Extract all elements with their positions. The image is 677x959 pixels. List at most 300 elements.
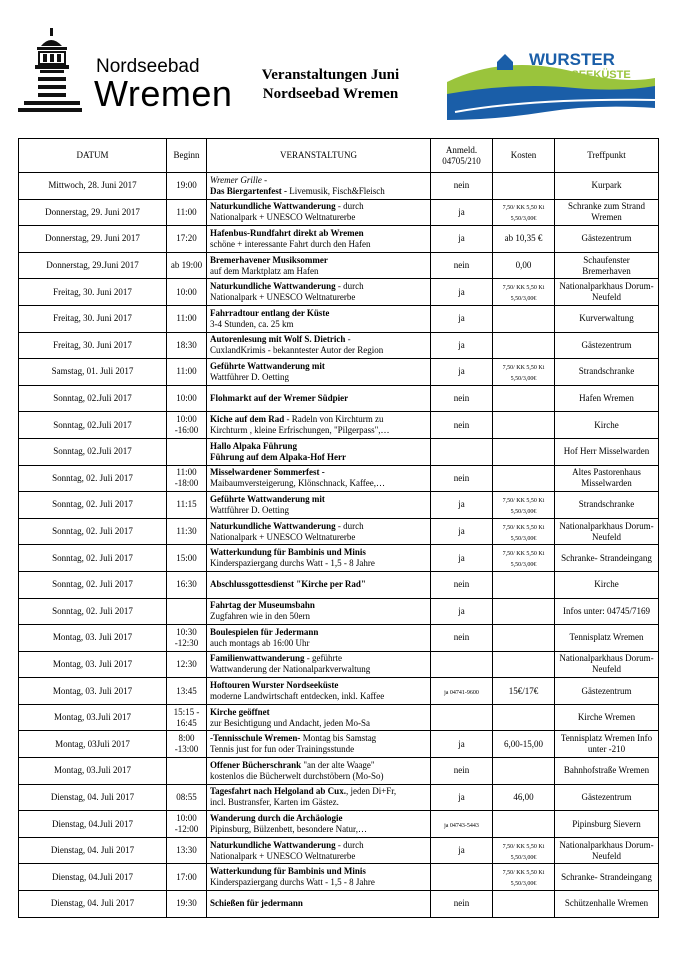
event-title: Watterkundung für Bambinis und Minis — [210, 866, 366, 877]
event-description: Wattwanderung der Nationalparkverwaltung — [210, 664, 371, 675]
datum-text: Dienstag, 04. Juli 2017 — [50, 898, 135, 909]
cell-kosten — [493, 173, 555, 200]
treffpunkt-text: Tennisplatz Wremen — [569, 632, 644, 643]
event-title: Hoftouren Wurster Nordseeküste — [210, 680, 339, 691]
kosten-text: ab 10,35 € — [504, 233, 543, 244]
kosten-text: 7,50/ KK 5,50 Ki 5,50/3,00€ — [502, 551, 545, 569]
table-row — [19, 598, 659, 625]
cell-datum — [19, 279, 167, 306]
event-title: Hafenbus-Rundfahrt direkt ab Wremen — [210, 227, 364, 238]
datum-text: Donnerstag, 29. Juni 2017 — [45, 233, 140, 244]
logo-text-nordseebad: Nordseebad — [96, 56, 200, 77]
cell-kosten — [493, 252, 555, 279]
event-description: CuxlandKrimis - bekanntester Autor der Region — [210, 345, 384, 356]
cell-veranstaltung — [207, 359, 431, 386]
anmeldung-text: ja — [458, 738, 465, 749]
event-title: Autorenlesung mit Wolf S. Dietrich — [210, 334, 346, 345]
cell-kosten — [493, 811, 555, 838]
datum-text: Donnerstag, 29. Juni 2017 — [45, 206, 140, 217]
datum-text: Samstag, 01. Juli 2017 — [51, 366, 134, 377]
event-title-rest: - durch — [335, 520, 364, 531]
cell-veranstaltung — [207, 226, 431, 253]
col-header-veranstaltung: VERANSTALTUNG — [207, 139, 431, 173]
kosten-text: 15€/17€ — [508, 685, 539, 696]
cell-veranstaltung — [207, 252, 431, 279]
cell-beginn — [167, 571, 207, 598]
event-title-rest: "an der alte Waage" — [301, 759, 375, 770]
anmeldung-text: ja — [458, 526, 465, 537]
event-description: Wattführer D. Oetting — [210, 504, 290, 515]
beginn-text: 11:00 — [176, 206, 197, 217]
beginn-text: 13:45 — [176, 685, 197, 696]
cell-kosten — [493, 837, 555, 864]
kosten-text: 7,50/ KK 5,50 Ki 5,50/3,00€ — [502, 364, 545, 382]
anmeldung-text: ja — [458, 206, 465, 217]
cell-veranstaltung — [207, 625, 431, 652]
kosten-text: 7,50/ KK 5,50 Ki 5,50/3,00€ — [502, 524, 545, 542]
cell-datum — [19, 305, 167, 332]
cell-datum — [19, 332, 167, 359]
event-title: Naturkundliche Wattwanderung — [210, 839, 336, 850]
anmeldung-text: nein — [453, 393, 470, 404]
cell-beginn — [167, 891, 207, 918]
cell-anmeldung — [431, 758, 493, 785]
cell-veranstaltung — [207, 784, 431, 811]
treffpunkt-text: Pipinsburg Sievern — [572, 818, 641, 829]
event-description: Kinderspaziergang durchs Watt - 1,5 - 8 Jahre — [210, 558, 375, 569]
cell-beginn — [167, 359, 207, 386]
treffpunkt-text: Nationalparkhaus Dorum-Neufeld — [559, 520, 654, 542]
event-title-rest: - durch — [335, 839, 364, 850]
cell-kosten — [493, 385, 555, 412]
cell-kosten — [493, 518, 555, 545]
event-description: Tennis just for fun oder Trainingsstunde — [210, 744, 355, 755]
beginn-text: 15:00 — [176, 552, 197, 563]
page-title-line1: Veranstaltungen Juni — [261, 67, 400, 83]
cell-anmeldung — [431, 598, 493, 625]
event-description: kostenlos die Bücherwelt durchstöbern (Mo-So) — [210, 770, 384, 781]
table-row — [19, 252, 659, 279]
treffpunkt-text: Gästezentrum — [581, 791, 632, 802]
event-title-rest: , jeden Di+Fr, — [345, 786, 397, 797]
beginn-text: 11:30 — [176, 526, 197, 537]
datum-text: Montag, 03. Juli 2017 — [52, 685, 133, 696]
datum-text: Montag, 03.Juli 2017 — [53, 765, 131, 776]
anmeldung-text: ja — [458, 313, 465, 324]
cell-datum — [19, 864, 167, 891]
cell-anmeldung — [431, 625, 493, 652]
anmeldung-text: ja — [458, 366, 465, 377]
cell-kosten — [493, 651, 555, 678]
cell-anmeldung — [431, 199, 493, 226]
lighthouse-icon — [14, 28, 94, 124]
treffpunkt-text: Strandschranke — [578, 499, 635, 510]
treffpunkt-text: Hof Herr Misselwarden — [563, 446, 650, 457]
anmeldung-text: ja — [458, 845, 465, 856]
cell-treffpunkt — [555, 731, 659, 758]
table-row — [19, 837, 659, 864]
cell-treffpunkt — [555, 571, 659, 598]
cell-treffpunkt — [555, 226, 659, 253]
beginn-text: 11:15 — [176, 499, 197, 510]
table-row — [19, 332, 659, 359]
cell-beginn — [167, 199, 207, 226]
cell-datum — [19, 359, 167, 386]
cell-anmeldung — [431, 305, 493, 332]
col-header-datum: DATUM — [19, 139, 167, 173]
cell-beginn — [167, 598, 207, 625]
table-row — [19, 173, 659, 200]
datum-text: Dienstag, 04.Juli 2017 — [52, 818, 133, 829]
cell-datum — [19, 518, 167, 545]
cell-veranstaltung — [207, 412, 431, 439]
beginn-text: 11:00 -18:00 — [174, 467, 199, 489]
cell-beginn — [167, 332, 207, 359]
cell-kosten — [493, 784, 555, 811]
beginn-text: 13:30 — [176, 845, 197, 856]
event-description: Livemusik, Fisch&Fleisch — [289, 185, 385, 196]
beginn-text: 19:00 — [176, 180, 197, 191]
anmeldung-text: ja 04743-5443 — [444, 822, 479, 829]
anmeldung-text: nein — [453, 898, 470, 909]
beginn-text: 19:30 — [176, 898, 197, 909]
datum-text: Sonntag, 02. Juli 2017 — [52, 499, 133, 510]
logo-text-wremen: Wremen — [94, 73, 233, 114]
cell-anmeldung — [431, 492, 493, 519]
cell-anmeldung — [431, 173, 493, 200]
treffpunkt-text: Infos unter: 04745/7169 — [563, 605, 650, 616]
event-description: Nationalpark + UNESCO Weltnaturerbe — [210, 531, 356, 542]
datum-text: Montag, 03.Juli 2017 — [53, 712, 131, 723]
table-row — [19, 492, 659, 519]
anmeldung-text: ja — [458, 286, 465, 297]
beginn-text: 17:00 — [176, 871, 197, 882]
treffpunkt-text: Gästezentrum — [581, 233, 632, 244]
logo-text-wurster: WURSTER — [529, 50, 615, 69]
cell-kosten — [493, 465, 555, 492]
treffpunkt-text: Nationalparkhaus Dorum-Neufeld — [559, 839, 654, 861]
table-row — [19, 545, 659, 572]
cell-treffpunkt — [555, 385, 659, 412]
event-title: Geführte Wattwanderung mit — [210, 493, 325, 504]
event-description: auch montags ab 16:00 Uhr — [210, 637, 310, 648]
event-description: Wattführer D. Oetting — [210, 371, 290, 382]
event-title: Schießen für jedermann — [210, 898, 303, 909]
anmeldung-text: nein — [453, 632, 470, 643]
cell-beginn — [167, 811, 207, 838]
cell-kosten — [493, 226, 555, 253]
treffpunkt-text: Kurverwaltung — [579, 313, 634, 324]
beginn-text: 11:00 — [176, 366, 197, 377]
cell-treffpunkt — [555, 332, 659, 359]
cell-datum — [19, 173, 167, 200]
table-row — [19, 891, 659, 918]
wurster-nordseekueste-logo — [445, 42, 665, 130]
cell-kosten — [493, 438, 555, 465]
cell-treffpunkt — [555, 678, 659, 705]
cell-veranstaltung — [207, 199, 431, 226]
treffpunkt-text: Nationalparkhaus Dorum-Neufeld — [559, 281, 654, 303]
treffpunkt-text: Tennisplatz Wremen Info unter -210 — [560, 733, 653, 755]
cell-datum — [19, 226, 167, 253]
cell-datum — [19, 811, 167, 838]
table-row — [19, 758, 659, 785]
beginn-text: 8:00 -13:00 — [174, 733, 199, 755]
cell-anmeldung — [431, 438, 493, 465]
cell-anmeldung — [431, 332, 493, 359]
cell-datum — [19, 199, 167, 226]
cell-kosten — [493, 625, 555, 652]
event-title-rest: - durch — [335, 201, 364, 212]
cell-datum — [19, 438, 167, 465]
treffpunkt-text: Schranke- Strandeingang — [561, 552, 652, 563]
event-title: Hallo Alpaka Führung — [210, 440, 298, 451]
cell-beginn — [167, 704, 207, 731]
cell-anmeldung — [431, 837, 493, 864]
event-title: Boulespielen für Jedermann — [210, 626, 319, 637]
cell-datum — [19, 891, 167, 918]
table-row — [19, 412, 659, 439]
anmeldung-text: ja — [458, 499, 465, 510]
cell-treffpunkt — [555, 545, 659, 572]
beginn-text: 11:00 — [176, 313, 197, 324]
event-title: -Tennisschule Wremen- — [210, 733, 301, 744]
cell-beginn — [167, 837, 207, 864]
kosten-text: 7,50/ KK 5,50 Ki 5,50/3,00€ — [502, 205, 545, 223]
cell-beginn — [167, 305, 207, 332]
treffpunkt-text: Schranke- Strandeingang — [561, 871, 652, 882]
cell-treffpunkt — [555, 625, 659, 652]
event-description: zur Besichtigung und Andacht, jeden Mo-Sa — [210, 717, 370, 728]
cell-beginn — [167, 252, 207, 279]
cell-kosten — [493, 864, 555, 891]
event-title: Fahrradtour entlang der Küste — [210, 307, 330, 318]
beginn-text: 18:30 — [176, 339, 197, 350]
datum-text: Freitag, 30. Juni 2017 — [53, 313, 132, 324]
table-row — [19, 226, 659, 253]
anmeldung-text: nein — [453, 579, 470, 590]
cell-anmeldung — [431, 704, 493, 731]
datum-text: Sonntag, 02. Juli 2017 — [52, 552, 133, 563]
cell-beginn — [167, 173, 207, 200]
cell-beginn — [167, 678, 207, 705]
kosten-text: 7,50/ KK 5,50 Ki 5,50/3,00€ — [502, 285, 545, 303]
nordseebad-wremen-logo — [14, 28, 233, 124]
cell-datum — [19, 385, 167, 412]
treffpunkt-text: Nationalparkhaus Dorum-Neufeld — [559, 653, 654, 675]
treffpunkt-text: Bahnhofstraße Wremen — [563, 765, 650, 776]
cell-kosten — [493, 545, 555, 572]
anmeldung-text: nein — [453, 472, 470, 483]
event-description: Zugfahren wie in den 50ern — [210, 611, 310, 622]
event-title: Tagesfahrt nach Helgoland ab Cux. — [210, 786, 346, 797]
cell-veranstaltung — [207, 305, 431, 332]
cell-veranstaltung — [207, 438, 431, 465]
cell-veranstaltung — [207, 492, 431, 519]
cell-anmeldung — [431, 678, 493, 705]
event-description: Maibaumversteigerung, Klönschnack, Kaffee,… — [210, 478, 386, 489]
datum-text: Montag, 03Juli 2017 — [55, 738, 130, 749]
cell-kosten — [493, 332, 555, 359]
cell-kosten — [493, 571, 555, 598]
cell-beginn — [167, 625, 207, 652]
cell-anmeldung — [431, 545, 493, 572]
cell-anmeldung — [431, 385, 493, 412]
events-table — [18, 138, 659, 918]
cell-veranstaltung — [207, 837, 431, 864]
cell-treffpunkt — [555, 279, 659, 306]
cell-anmeldung — [431, 784, 493, 811]
cell-treffpunkt — [555, 173, 659, 200]
table-row — [19, 465, 659, 492]
table-row — [19, 678, 659, 705]
beginn-text: 12:30 — [176, 658, 197, 669]
beginn-text: 10:00 -12:00 — [174, 813, 199, 835]
datum-text: Dienstag, 04. Juli 2017 — [50, 791, 135, 802]
cell-datum — [19, 598, 167, 625]
cell-treffpunkt — [555, 252, 659, 279]
event-title: Kirche geöffnet — [210, 706, 270, 717]
cell-anmeldung — [431, 279, 493, 306]
beginn-text: 16:30 — [176, 579, 197, 590]
cell-beginn — [167, 731, 207, 758]
cell-treffpunkt — [555, 412, 659, 439]
cell-datum — [19, 784, 167, 811]
cell-veranstaltung — [207, 731, 431, 758]
datum-text: Sonntag, 02. Juli 2017 — [52, 472, 133, 483]
beginn-text: 15:15 - 16:45 — [173, 706, 200, 728]
cell-veranstaltung — [207, 279, 431, 306]
treffpunkt-text: Schützenhalle Wremen — [564, 898, 649, 909]
datum-text: Dienstag, 04.Juli 2017 — [52, 871, 133, 882]
event-description: Führung auf dem Alpaka-Hof Herr — [210, 451, 347, 462]
page-title — [238, 66, 423, 104]
event-title: Naturkundliche Wattwanderung — [210, 281, 336, 292]
logo-text-nordseekueste: NORDSEEKÜSTE — [539, 69, 631, 81]
event-title: Naturkundliche Wattwanderung — [210, 520, 336, 531]
cell-datum — [19, 465, 167, 492]
anmeldung-text: ja — [458, 605, 465, 616]
col-header-treffpunkt: Treffpunkt — [555, 139, 659, 173]
kosten-text: 6,00-15,00 — [504, 738, 543, 749]
datum-text: Montag, 03. Juli 2017 — [52, 658, 133, 669]
cell-kosten — [493, 492, 555, 519]
cell-treffpunkt — [555, 305, 659, 332]
event-title: Geführte Wattwanderung mit — [210, 360, 325, 371]
table-row — [19, 864, 659, 891]
cell-kosten — [493, 598, 555, 625]
event-title: Abschlussgottesdienst "Kirche per Rad" — [210, 579, 366, 590]
cell-anmeldung — [431, 226, 493, 253]
event-title: Offener Bücherschrank — [210, 759, 302, 770]
table-row — [19, 438, 659, 465]
beginn-text: 08:55 — [176, 791, 197, 802]
cell-veranstaltung — [207, 465, 431, 492]
cell-beginn — [167, 651, 207, 678]
cell-anmeldung — [431, 731, 493, 758]
cell-anmeldung — [431, 891, 493, 918]
anmeldung-text: nein — [453, 765, 470, 776]
event-title: Das Biergartenfest - — [210, 185, 287, 196]
cell-treffpunkt — [555, 199, 659, 226]
cell-beginn — [167, 279, 207, 306]
cell-kosten — [493, 704, 555, 731]
event-description: Nationalpark + UNESCO Weltnaturerbe — [210, 212, 356, 223]
event-title: Bremerhavener Musiksommer — [210, 254, 328, 265]
cell-beginn — [167, 226, 207, 253]
cell-datum — [19, 731, 167, 758]
cell-treffpunkt — [555, 492, 659, 519]
treffpunkt-text: Kirche — [594, 419, 619, 430]
cell-veranstaltung — [207, 704, 431, 731]
cell-veranstaltung — [207, 332, 431, 359]
event-title: Watterkundung für Bambinis und Minis — [210, 547, 366, 558]
event-description: schöne + interessante Fahrt durch den Hafen — [210, 238, 371, 249]
cell-treffpunkt — [555, 837, 659, 864]
event-description: auf dem Marktplatz am Hafen — [210, 265, 319, 276]
treffpunkt-text: Altes Pastorenhaus Misselwarden — [572, 467, 641, 489]
kosten-text: 7,50/ KK 5,50 Ki 5,50/3,00€ — [502, 497, 545, 515]
datum-text: Sonntag, 02.Juli 2017 — [53, 446, 132, 457]
table-row — [19, 704, 659, 731]
table-row — [19, 625, 659, 652]
treffpunkt-text: Gästezentrum — [581, 685, 632, 696]
cell-anmeldung — [431, 359, 493, 386]
page-title-line2: Nordseebad Wremen — [262, 86, 399, 102]
cell-veranstaltung — [207, 571, 431, 598]
cell-beginn — [167, 758, 207, 785]
page-header — [0, 0, 677, 130]
cell-veranstaltung — [207, 385, 431, 412]
event-title: Fahrtag der Museumsbahn — [210, 600, 315, 611]
cell-veranstaltung — [207, 811, 431, 838]
cell-kosten — [493, 199, 555, 226]
cell-datum — [19, 545, 167, 572]
cell-treffpunkt — [555, 891, 659, 918]
event-title: Naturkundliche Wattwanderung — [210, 201, 336, 212]
cell-veranstaltung — [207, 864, 431, 891]
table-row — [19, 518, 659, 545]
cell-datum — [19, 678, 167, 705]
col-header-kosten: Kosten — [493, 139, 555, 173]
anmeldung-text: nein — [453, 419, 470, 430]
cell-datum — [19, 492, 167, 519]
treffpunkt-text: Schaufenster Bremerhaven — [582, 254, 631, 276]
cell-datum — [19, 571, 167, 598]
event-description: Kinderspaziergang durchs Watt - 1,5 - 8 Jahre — [210, 877, 375, 888]
table-row — [19, 385, 659, 412]
cell-veranstaltung — [207, 598, 431, 625]
cell-treffpunkt — [555, 518, 659, 545]
datum-text: Freitag, 30. Juni 2017 — [53, 286, 132, 297]
table-row — [19, 651, 659, 678]
cell-treffpunkt — [555, 704, 659, 731]
anmeldung-text: ja 04741-9600 — [444, 689, 479, 696]
beginn-text: 10:00 — [176, 393, 197, 404]
table-row — [19, 784, 659, 811]
anmeldung-text: nein — [453, 260, 470, 271]
cell-veranstaltung — [207, 518, 431, 545]
anmeldung-text: ja — [458, 791, 465, 802]
col-header-beginn: Beginn — [167, 139, 207, 173]
cell-beginn — [167, 545, 207, 572]
cell-treffpunkt — [555, 359, 659, 386]
datum-text: Sonntag, 02. Juli 2017 — [52, 526, 133, 537]
cell-treffpunkt — [555, 758, 659, 785]
event-description: Nationalpark + UNESCO Weltnaturerbe — [210, 850, 356, 861]
table-row — [19, 571, 659, 598]
cell-anmeldung — [431, 864, 493, 891]
